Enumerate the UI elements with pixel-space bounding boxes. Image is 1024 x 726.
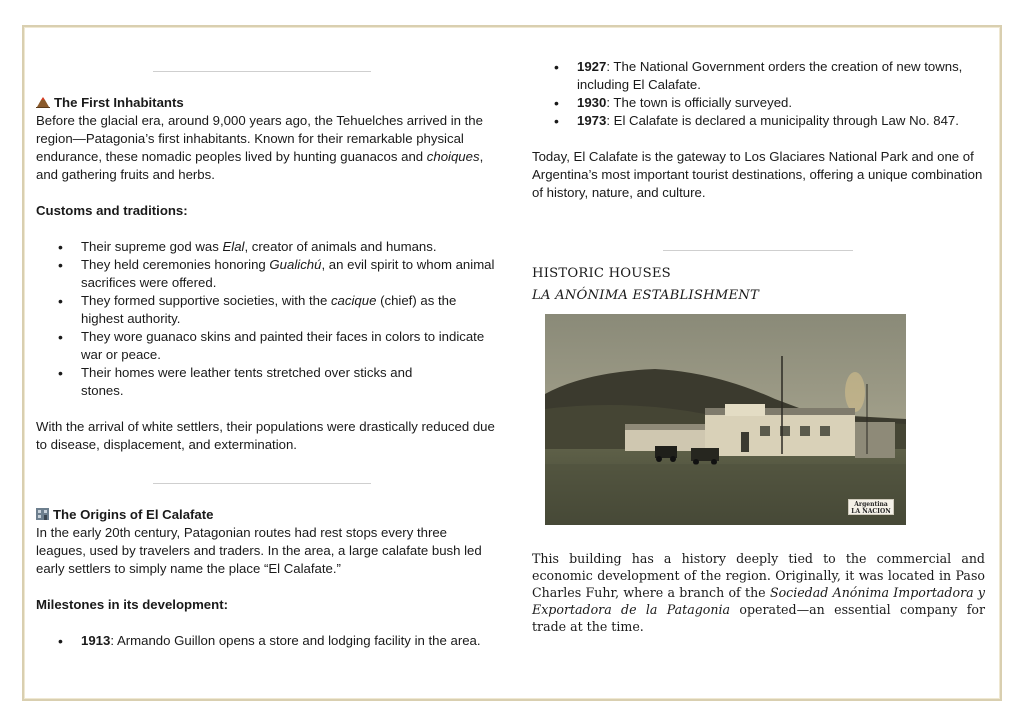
section-origins [36, 506, 498, 650]
houses-title: HISTORIC HOUSES [532, 266, 671, 281]
volcano-icon [36, 97, 50, 110]
houses-subtitle: LA ANÓNIMA ESTABLISHMENT [532, 288, 760, 303]
historic-houses-header [532, 265, 988, 305]
milestones-list [36, 632, 498, 650]
intro-paragraph: In the early 20th century, Patagonian routes had rest stops every three leagues, used by travelers and traders. In the area, a large calafate bush led early settlers to simply name the place “El Calafate.” [36, 525, 482, 576]
list-item: • They formed supportive societies, with the cacique (chief) as the highest authority. [36, 292, 498, 328]
divider [153, 483, 371, 484]
section-title: The First Inhabitants [54, 95, 184, 110]
customs-label: Customs and traditions: [36, 203, 188, 218]
list-item: • They held ceremonies honoring Gualichú, an evil spirit to whom animal sacrifices were offered. [36, 256, 498, 292]
section-heading [36, 506, 498, 524]
section-first-inhabitants [36, 94, 498, 454]
customs-list [36, 238, 498, 400]
list-item: • They wore guanaco skins and painted their faces in colors to indicate war or peace. [36, 328, 498, 364]
milestones-list [532, 58, 988, 130]
building-history-paragraph: This building has a history deeply tied to the commercial and economic development of the region. Originally, it was located in Paso Charles Fuhr, where a branch of the Sociedad Anónima Importadora y Exportadora de la Patagonia operated—an essential company for trade at the time. [532, 551, 986, 634]
list-item: • 1913: Armando Guillon opens a store and lodging facility in the area. [36, 632, 498, 650]
today-paragraph: Today, El Calafate is the gateway to Los Glaciares National Park and one of Argentina’s most important tourist destinations, offering a unique combination of history, nature, and culture. [532, 149, 983, 200]
list-item: • 1930: The town is officially surveyed. [532, 94, 988, 112]
newspaper-logo: Argentina LA NACION [848, 499, 894, 515]
section-title: The Origins of El Calafate [53, 507, 214, 522]
section-heading [36, 94, 498, 112]
list-item: • 1927: The National Government orders the creation of new towns, including El Calafate. [532, 58, 988, 94]
milestones-label: Milestones in its development: [36, 597, 228, 612]
historic-building-photo [545, 314, 906, 525]
milestones-continued [532, 58, 988, 202]
list-item: • 1973: El Calafate is declared a municipality through Law No. 847. [532, 112, 988, 130]
closing-paragraph: With the arrival of white settlers, their populations were drastically reduced due to disease, displacement, and extermination. [36, 419, 495, 452]
list-item: • Their homes were leather tents stretched over sticks and stones. [36, 364, 498, 400]
list-item: • Their supreme god was Elal, creator of animals and humans. [36, 238, 498, 256]
building-icon [36, 508, 49, 522]
intro-paragraph: Before the glacial era, around 9,000 years ago, the Tehuelches arrived in the region—Patagonia’s first inhabitants. Known for their remarkable physical endurance, these nomadic peoples lived by hunting guanacos and choiques, and gathering fruits and herbs. [36, 113, 484, 182]
divider [153, 71, 371, 72]
divider [663, 250, 853, 251]
